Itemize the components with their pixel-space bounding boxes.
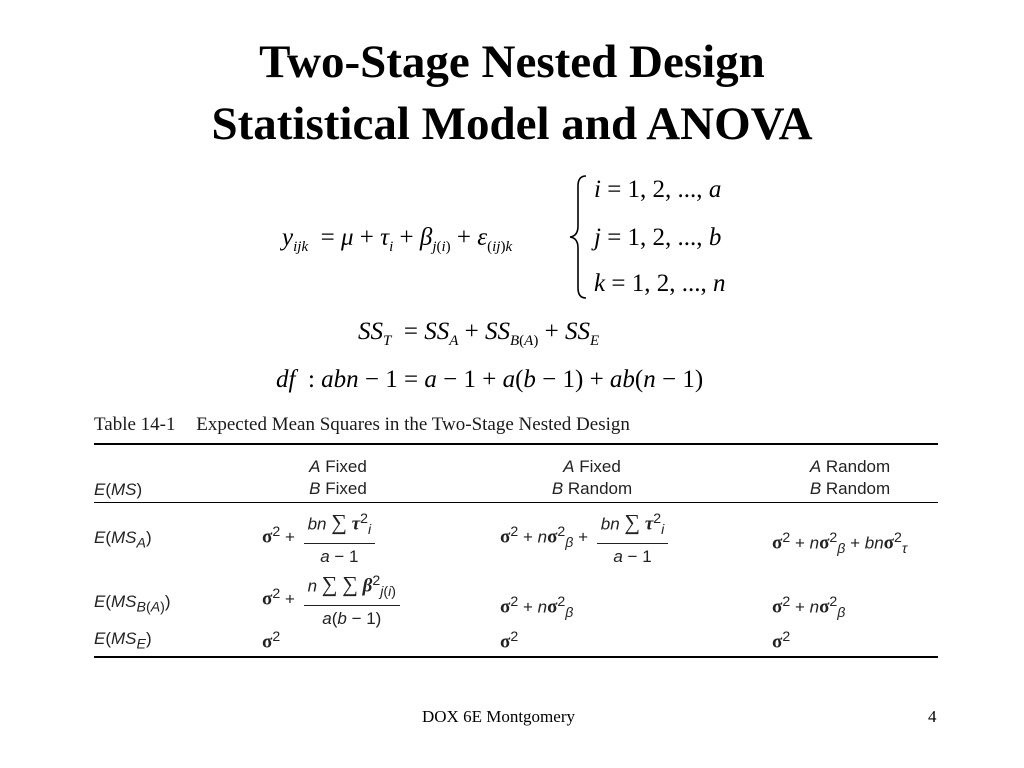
column-header-3-line-2: B Random (809, 479, 891, 498)
column-header-2-line-1: A Fixed (563, 457, 621, 476)
condition-k: k = 1, 2, ..., n (594, 270, 726, 297)
row-2-col-1: $\sigma^2$ + $\frac{n \sum \sum \beta^2_{j(i)}}{a(b - 1)}$ (262, 570, 404, 630)
row-3-col-1: $\sigma^2$ (262, 629, 281, 653)
column-header-1 (238, 456, 438, 500)
table-bottom-rule (94, 656, 938, 658)
row-1-col-1: $\sigma^2$ + $\frac{bn \sum \tau^2_i}{a - 1}$ (262, 508, 379, 568)
left-brace-icon (568, 172, 592, 302)
table-header-rule (94, 502, 938, 503)
sum-of-squares-equation: $SS_T = SS_A + SS_{B(A)} + SS_E$ (358, 318, 600, 349)
table-caption (94, 414, 630, 436)
condition-i: i = 1, 2, ..., a (594, 176, 722, 203)
column-header-3-line-1: A Random (809, 457, 891, 476)
table-number: Table 14-1 (94, 414, 176, 435)
footer-page-number: 4 (928, 707, 937, 726)
row-label-ms-e: $E(MS_E)$ (94, 629, 152, 653)
row-3-col-3: $\sigma^2$ (772, 629, 791, 653)
condition-j: j = 1, 2, ..., b (594, 224, 722, 251)
row-1-col-2: $\sigma^2 + n\sigma^2_\beta$ + $\frac{bn \sum \tau^2_i}{a - 1}$ (500, 508, 672, 568)
degrees-of-freedom-equation: df : abn − 1 = a − 1 + a(b − 1) + ab(n − 1) (276, 366, 704, 393)
row-label-ms-b-a: $E(MS_{B(A)})$ (94, 592, 171, 616)
table-title: Expected Mean Squares in the Two-Stage Nested Design (196, 414, 630, 435)
row-2-col-2: $\sigma^2 + n\sigma^2_\beta$ (500, 594, 574, 622)
slide-title-line-2: Statistical Model and ANOVA (211, 98, 813, 150)
header-emf-label: E(MS) (94, 480, 143, 499)
row-3-col-2: $\sigma^2$ (500, 629, 519, 653)
column-header-3 (750, 456, 950, 500)
column-header-1-line-2: B Fixed (309, 479, 367, 498)
model-equation: $y_{ijk} = \mu + \tau_i + \beta_{j(i)} + \varepsilon_{(ij)k}$ (282, 224, 513, 255)
row-1-col-3: $\sigma^2 + n\sigma^2_\beta + bn\sigma^2_\tau$ (772, 530, 908, 558)
row-label-ms-a: $E(MS_A)$ (94, 528, 152, 552)
row-2-col-3: $\sigma^2 + n\sigma^2_\beta$ (772, 594, 846, 622)
index-conditions (568, 172, 748, 302)
column-header-1-line-1: A Fixed (309, 457, 367, 476)
table-top-rule (94, 443, 938, 445)
footer-source: DOX 6E Montgomery (422, 707, 575, 726)
column-header-2-line-2: B Random (551, 479, 633, 498)
column-header-2 (492, 456, 692, 500)
slide-title-line-1: Two-Stage Nested Design (259, 36, 765, 88)
